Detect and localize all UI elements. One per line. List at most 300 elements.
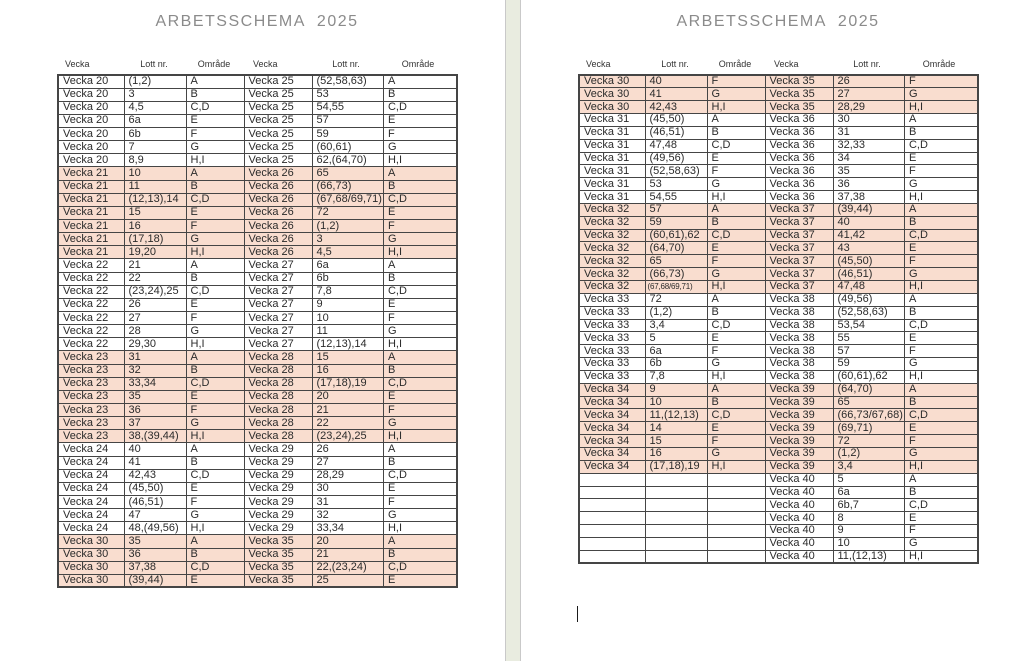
table-cell[interactable]: Vecka 29 xyxy=(244,469,312,482)
table-cell[interactable]: F xyxy=(186,128,244,141)
table-cell[interactable]: 21 xyxy=(312,404,383,417)
table-cell[interactable]: (23,24),25 xyxy=(124,285,186,298)
table-cell[interactable]: C,D xyxy=(383,561,457,574)
table-cell[interactable] xyxy=(645,550,707,563)
table-cell[interactable]: Vecka 40 xyxy=(765,525,833,538)
table-cell[interactable]: Vecka 26 xyxy=(244,246,312,259)
table-cell[interactable]: F xyxy=(186,496,244,509)
table-cell[interactable]: Vecka 25 xyxy=(244,101,312,114)
table-cell[interactable]: H,I xyxy=(707,101,765,114)
table-cell[interactable]: Vecka 29 xyxy=(244,496,312,509)
table-cell[interactable]: H,I xyxy=(904,101,978,114)
table-cell[interactable]: Vecka 27 xyxy=(244,259,312,272)
table-cell[interactable]: 20 xyxy=(312,535,383,548)
table-cell[interactable]: Vecka 20 xyxy=(58,141,124,154)
table-cell[interactable]: 21 xyxy=(312,548,383,561)
table-cell[interactable]: Vecka 22 xyxy=(58,272,124,285)
table-cell[interactable]: Vecka 26 xyxy=(244,193,312,206)
table-cell[interactable]: Vecka 38 xyxy=(765,319,833,332)
document-page-right[interactable] xyxy=(521,0,1024,661)
table-cell[interactable]: Vecka 32 xyxy=(579,216,645,229)
table-cell[interactable]: Vecka 29 xyxy=(244,522,312,535)
table-cell[interactable]: 11 xyxy=(312,325,383,338)
table-cell[interactable]: (1,2) xyxy=(645,306,707,319)
table-cell[interactable]: Vecka 20 xyxy=(58,114,124,127)
table-cell[interactable]: B xyxy=(186,272,244,285)
table-cell[interactable]: E xyxy=(707,152,765,165)
table-cell[interactable]: 31 xyxy=(312,496,383,509)
table-cell[interactable]: H,I xyxy=(186,430,244,443)
table-cell[interactable]: E xyxy=(383,114,457,127)
table-cell[interactable]: H,I xyxy=(707,191,765,204)
table-cell[interactable]: Vecka 29 xyxy=(244,482,312,495)
column-header-vecka[interactable]: Vecka xyxy=(586,59,611,69)
table-cell[interactable]: Vecka 40 xyxy=(765,550,833,563)
table-cell[interactable]: Vecka 20 xyxy=(58,101,124,114)
table-cell[interactable]: (60,61),62 xyxy=(833,370,904,383)
table-cell[interactable]: 37 xyxy=(124,417,186,430)
table-cell[interactable]: 10 xyxy=(833,537,904,550)
table-cell[interactable]: A xyxy=(383,75,457,88)
table-cell[interactable]: Vecka 23 xyxy=(58,377,124,390)
table-cell[interactable] xyxy=(707,473,765,486)
table-cell[interactable]: (60,61),62 xyxy=(645,229,707,242)
table-cell[interactable]: Vecka 25 xyxy=(244,128,312,141)
column-header-vecka[interactable]: Vecka xyxy=(65,59,90,69)
table-cell[interactable]: E xyxy=(904,152,978,165)
table-cell[interactable]: A xyxy=(707,293,765,306)
table-cell[interactable]: C,D xyxy=(186,377,244,390)
table-cell[interactable]: Vecka 37 xyxy=(765,216,833,229)
table-cell[interactable]: Vecka 40 xyxy=(765,499,833,512)
table-cell[interactable]: Vecka 40 xyxy=(765,512,833,525)
table-cell[interactable]: Vecka 32 xyxy=(579,281,645,294)
table-cell[interactable]: Vecka 34 xyxy=(579,447,645,460)
table-cell[interactable]: A xyxy=(186,443,244,456)
table-cell[interactable]: (66,73) xyxy=(645,268,707,281)
table-cell[interactable]: Vecka 26 xyxy=(244,167,312,180)
table-cell[interactable]: 4,5 xyxy=(312,246,383,259)
table-cell[interactable]: C,D xyxy=(186,101,244,114)
table-cell[interactable] xyxy=(645,486,707,499)
table-cell[interactable]: Vecka 37 xyxy=(765,281,833,294)
table-cell[interactable]: A xyxy=(186,167,244,180)
table-cell[interactable]: A xyxy=(383,167,457,180)
table-cell[interactable]: G xyxy=(383,417,457,430)
table-cell[interactable]: A xyxy=(186,535,244,548)
table-cell[interactable]: B xyxy=(383,364,457,377)
table-cell[interactable]: A xyxy=(707,383,765,396)
table-cell[interactable]: 11,(12,13) xyxy=(833,550,904,563)
table-cell[interactable]: A xyxy=(186,75,244,88)
table-cell[interactable]: (69,71) xyxy=(833,422,904,435)
table-cell[interactable]: 3 xyxy=(312,233,383,246)
table-cell[interactable]: (23,24),25 xyxy=(312,430,383,443)
document-page-left[interactable] xyxy=(0,0,505,661)
table-cell[interactable]: F xyxy=(186,404,244,417)
table-cell[interactable]: 57 xyxy=(645,203,707,216)
table-cell[interactable]: 25 xyxy=(312,574,383,587)
table-cell[interactable]: 22 xyxy=(312,417,383,430)
table-cell[interactable]: G xyxy=(186,417,244,430)
table-cell[interactable]: G xyxy=(186,509,244,522)
table-cell[interactable]: Vecka 34 xyxy=(579,409,645,422)
table-cell[interactable]: Vecka 32 xyxy=(579,229,645,242)
table-cell[interactable]: Vecka 39 xyxy=(765,396,833,409)
table-cell[interactable]: F xyxy=(707,75,765,88)
table-cell[interactable]: Vecka 25 xyxy=(244,75,312,88)
table-cell[interactable]: Vecka 23 xyxy=(58,430,124,443)
table-cell[interactable]: 7,8 xyxy=(645,370,707,383)
table-cell[interactable]: Vecka 26 xyxy=(244,233,312,246)
table-cell[interactable]: 10 xyxy=(124,167,186,180)
table-cell[interactable]: G xyxy=(904,447,978,460)
table-cell[interactable]: 72 xyxy=(312,206,383,219)
table-cell[interactable]: 26 xyxy=(312,443,383,456)
page-title[interactable]: ARBETSSCHEMA 2025 xyxy=(676,13,880,30)
table-cell[interactable]: (52,58,63) xyxy=(833,306,904,319)
table-cell[interactable]: E xyxy=(904,422,978,435)
table-cell[interactable]: 53,54 xyxy=(833,319,904,332)
table-cell[interactable]: 28,29 xyxy=(312,469,383,482)
table-cell[interactable]: B xyxy=(904,126,978,139)
column-header-lott-nr[interactable]: Lott nr. xyxy=(140,59,168,69)
table-cell[interactable]: A xyxy=(383,535,457,548)
table-cell[interactable]: 32 xyxy=(124,364,186,377)
table-cell[interactable]: Vecka 26 xyxy=(244,180,312,193)
table-cell[interactable]: C,D xyxy=(904,499,978,512)
table-cell[interactable]: C,D xyxy=(383,285,457,298)
table-cell[interactable]: Vecka 30 xyxy=(58,561,124,574)
table-cell[interactable]: H,I xyxy=(707,460,765,473)
table-cell[interactable]: 15 xyxy=(645,435,707,448)
column-header-omrade[interactable]: Område xyxy=(718,59,752,69)
table-cell[interactable]: 41,42 xyxy=(833,229,904,242)
column-header-omrade[interactable]: Område xyxy=(922,59,956,69)
table-cell[interactable]: 3,4 xyxy=(833,460,904,473)
table-cell[interactable]: 6b xyxy=(124,128,186,141)
table-cell[interactable]: Vecka 22 xyxy=(58,259,124,272)
table-cell[interactable]: Vecka 27 xyxy=(244,298,312,311)
table-cell[interactable]: Vecka 26 xyxy=(244,220,312,233)
table-cell[interactable]: Vecka 25 xyxy=(244,154,312,167)
table-cell[interactable]: (49,56) xyxy=(645,152,707,165)
table-cell[interactable]: Vecka 28 xyxy=(244,351,312,364)
table-cell[interactable]: 9 xyxy=(645,383,707,396)
table-cell[interactable]: G xyxy=(186,325,244,338)
table-cell[interactable]: Vecka 34 xyxy=(579,383,645,396)
table-cell[interactable]: 36 xyxy=(833,178,904,191)
table-cell[interactable]: E xyxy=(904,332,978,345)
table-cell[interactable]: 54,55 xyxy=(312,101,383,114)
table-cell[interactable]: G xyxy=(186,141,244,154)
table-cell[interactable]: Vecka 33 xyxy=(579,345,645,358)
table-cell[interactable]: 65 xyxy=(833,396,904,409)
table-cell[interactable]: 35 xyxy=(124,535,186,548)
table-cell[interactable]: C,D xyxy=(707,139,765,152)
table-cell[interactable]: G xyxy=(707,88,765,101)
table-cell[interactable]: 59 xyxy=(312,128,383,141)
table-cell[interactable]: Vecka 31 xyxy=(579,126,645,139)
table-cell[interactable]: 29,30 xyxy=(124,338,186,351)
table-cell[interactable] xyxy=(707,525,765,538)
table-cell[interactable]: (66,73/67,68) xyxy=(833,409,904,422)
table-cell[interactable]: B xyxy=(904,486,978,499)
table-cell[interactable]: F xyxy=(904,525,978,538)
table-cell[interactable]: Vecka 29 xyxy=(244,509,312,522)
table-cell[interactable]: Vecka 20 xyxy=(58,75,124,88)
table-cell[interactable]: B xyxy=(707,306,765,319)
table-cell[interactable]: (60,61) xyxy=(312,141,383,154)
table-cell[interactable]: 32,33 xyxy=(833,139,904,152)
table-cell[interactable]: G xyxy=(383,325,457,338)
table-cell[interactable]: Vecka 32 xyxy=(579,268,645,281)
table-cell[interactable]: F xyxy=(904,75,978,88)
table-cell[interactable]: 35 xyxy=(124,390,186,403)
table-cell[interactable]: G xyxy=(904,537,978,550)
table-cell[interactable]: F xyxy=(904,435,978,448)
table-cell[interactable]: F xyxy=(186,220,244,233)
table-cell[interactable]: B xyxy=(383,88,457,101)
table-cell[interactable]: 41 xyxy=(124,456,186,469)
table-cell[interactable]: Vecka 20 xyxy=(58,154,124,167)
table-cell[interactable]: 62,(64,70) xyxy=(312,154,383,167)
page-title[interactable]: ARBETSSCHEMA 2025 xyxy=(155,13,359,30)
table-cell[interactable]: E xyxy=(707,332,765,345)
table-cell[interactable]: Vecka 30 xyxy=(58,548,124,561)
table-cell[interactable]: 16 xyxy=(645,447,707,460)
table-cell[interactable]: Vecka 40 xyxy=(765,473,833,486)
table-cell[interactable]: Vecka 39 xyxy=(765,422,833,435)
table-cell[interactable]: F xyxy=(383,312,457,325)
table-cell[interactable]: C,D xyxy=(186,561,244,574)
table-cell[interactable]: Vecka 34 xyxy=(579,396,645,409)
table-cell[interactable]: Vecka 20 xyxy=(58,88,124,101)
table-cell[interactable]: 53 xyxy=(312,88,383,101)
table-cell[interactable]: (67,68/69,71) xyxy=(645,281,707,294)
table-cell[interactable]: Vecka 29 xyxy=(244,456,312,469)
table-cell[interactable]: Vecka 20 xyxy=(58,128,124,141)
table-cell[interactable]: B xyxy=(186,364,244,377)
table-cell[interactable]: Vecka 21 xyxy=(58,233,124,246)
table-cell[interactable]: Vecka 38 xyxy=(765,293,833,306)
table-cell[interactable]: H,I xyxy=(383,338,457,351)
table-cell[interactable]: (17,18),19 xyxy=(645,460,707,473)
table-cell[interactable]: A xyxy=(707,114,765,127)
table-cell[interactable]: (46,51) xyxy=(645,126,707,139)
table-cell[interactable]: Vecka 35 xyxy=(244,548,312,561)
table-cell[interactable]: Vecka 36 xyxy=(765,139,833,152)
table-cell[interactable]: Vecka 31 xyxy=(579,152,645,165)
table-cell[interactable]: 6a xyxy=(645,345,707,358)
table-cell[interactable]: C,D xyxy=(904,139,978,152)
table-cell[interactable]: Vecka 34 xyxy=(579,435,645,448)
table-cell[interactable]: B xyxy=(707,126,765,139)
table-cell[interactable]: Vecka 28 xyxy=(244,430,312,443)
table-cell[interactable]: Vecka 27 xyxy=(244,312,312,325)
table-cell[interactable]: F xyxy=(383,220,457,233)
table-cell[interactable]: 6b,7 xyxy=(833,499,904,512)
table-cell[interactable]: H,I xyxy=(904,370,978,383)
table-cell[interactable]: 6b xyxy=(645,358,707,371)
table-cell[interactable]: F xyxy=(904,255,978,268)
table-cell[interactable]: Vecka 39 xyxy=(765,383,833,396)
table-cell[interactable]: Vecka 31 xyxy=(579,165,645,178)
table-cell[interactable]: 37,38 xyxy=(833,191,904,204)
table-cell[interactable] xyxy=(707,537,765,550)
table-cell[interactable]: 4,5 xyxy=(124,101,186,114)
table-cell[interactable]: A xyxy=(383,351,457,364)
table-cell[interactable]: 47 xyxy=(124,509,186,522)
table-cell[interactable]: 8 xyxy=(833,512,904,525)
table-cell[interactable]: Vecka 28 xyxy=(244,417,312,430)
table-cell[interactable]: Vecka 21 xyxy=(58,220,124,233)
table-cell[interactable]: (39,44) xyxy=(124,574,186,587)
table-cell[interactable]: Vecka 35 xyxy=(765,101,833,114)
table-cell[interactable]: B xyxy=(383,456,457,469)
table-cell[interactable]: (12,13),14 xyxy=(124,193,186,206)
table-cell[interactable]: 6a xyxy=(312,259,383,272)
table-cell[interactable]: E xyxy=(383,390,457,403)
table-cell[interactable]: C,D xyxy=(383,377,457,390)
table-cell[interactable]: Vecka 27 xyxy=(244,272,312,285)
table-cell[interactable]: Vecka 38 xyxy=(765,332,833,345)
table-cell[interactable]: Vecka 38 xyxy=(765,345,833,358)
table-cell[interactable]: 31 xyxy=(124,351,186,364)
table-cell[interactable] xyxy=(579,473,645,486)
table-cell[interactable]: Vecka 39 xyxy=(765,460,833,473)
table-cell[interactable]: 28,29 xyxy=(833,101,904,114)
table-cell[interactable]: Vecka 30 xyxy=(579,101,645,114)
table-cell[interactable]: B xyxy=(904,396,978,409)
table-cell[interactable]: 20 xyxy=(312,390,383,403)
table-cell[interactable]: (1,2) xyxy=(833,447,904,460)
table-cell[interactable]: Vecka 36 xyxy=(765,191,833,204)
table-cell[interactable]: Vecka 39 xyxy=(765,447,833,460)
table-cell[interactable]: Vecka 25 xyxy=(244,141,312,154)
table-cell[interactable]: Vecka 25 xyxy=(244,114,312,127)
table-cell[interactable]: Vecka 27 xyxy=(244,325,312,338)
table-cell[interactable]: H,I xyxy=(186,522,244,535)
table-cell[interactable]: A xyxy=(904,293,978,306)
table-cell[interactable]: B xyxy=(186,456,244,469)
table-cell[interactable]: Vecka 32 xyxy=(579,203,645,216)
table-cell[interactable]: (1,2) xyxy=(124,75,186,88)
table-cell[interactable]: (67,68/69,71) xyxy=(312,193,383,206)
table-cell[interactable]: 33,34 xyxy=(312,522,383,535)
table-cell[interactable]: 43 xyxy=(833,242,904,255)
table-cell[interactable]: G xyxy=(186,233,244,246)
table-cell[interactable]: 3,4 xyxy=(645,319,707,332)
table-cell[interactable]: H,I xyxy=(904,550,978,563)
table-cell[interactable]: A xyxy=(904,473,978,486)
table-cell[interactable]: Vecka 21 xyxy=(58,167,124,180)
table-cell[interactable]: C,D xyxy=(707,229,765,242)
table-cell[interactable]: 34 xyxy=(833,152,904,165)
table-cell[interactable]: F xyxy=(707,435,765,448)
table-cell[interactable]: Vecka 33 xyxy=(579,319,645,332)
table-cell[interactable] xyxy=(645,473,707,486)
table-cell[interactable]: 3 xyxy=(124,88,186,101)
table-cell[interactable]: Vecka 28 xyxy=(244,377,312,390)
table-cell[interactable]: C,D xyxy=(186,193,244,206)
table-cell[interactable]: (45,50) xyxy=(124,482,186,495)
table-cell[interactable]: 47,48 xyxy=(833,281,904,294)
table-cell[interactable]: 26 xyxy=(833,75,904,88)
table-cell[interactable]: Vecka 22 xyxy=(58,325,124,338)
table-cell[interactable]: E xyxy=(383,482,457,495)
table-cell[interactable]: B xyxy=(707,396,765,409)
table-cell[interactable]: 11 xyxy=(124,180,186,193)
table-cell[interactable] xyxy=(707,550,765,563)
table-cell[interactable]: H,I xyxy=(186,338,244,351)
table-cell[interactable]: (12,13),14 xyxy=(312,338,383,351)
table-cell[interactable]: E xyxy=(904,512,978,525)
table-cell[interactable]: Vecka 37 xyxy=(765,255,833,268)
table-cell[interactable]: 36 xyxy=(124,548,186,561)
table-cell[interactable]: Vecka 22 xyxy=(58,298,124,311)
table-cell[interactable]: Vecka 36 xyxy=(765,165,833,178)
table-cell[interactable]: F xyxy=(186,312,244,325)
table-cell[interactable]: (66,73) xyxy=(312,180,383,193)
table-cell[interactable]: 35 xyxy=(833,165,904,178)
table-cell[interactable]: 42,43 xyxy=(645,101,707,114)
table-cell[interactable]: Vecka 37 xyxy=(765,242,833,255)
table-cell[interactable]: 16 xyxy=(124,220,186,233)
table-cell[interactable]: A xyxy=(904,114,978,127)
table-cell[interactable] xyxy=(579,499,645,512)
table-cell[interactable]: (52,58,63) xyxy=(645,165,707,178)
table-cell[interactable] xyxy=(707,512,765,525)
table-cell[interactable]: Vecka 32 xyxy=(579,255,645,268)
table-cell[interactable]: G xyxy=(904,178,978,191)
table-cell[interactable]: E xyxy=(707,422,765,435)
table-cell[interactable]: 65 xyxy=(312,167,383,180)
table-cell[interactable]: Vecka 30 xyxy=(579,75,645,88)
table-cell[interactable]: C,D xyxy=(383,469,457,482)
table-cell[interactable]: 27 xyxy=(833,88,904,101)
table-cell[interactable]: Vecka 30 xyxy=(58,535,124,548)
table-cell[interactable]: C,D xyxy=(186,285,244,298)
table-cell[interactable]: E xyxy=(186,114,244,127)
table-cell[interactable] xyxy=(579,525,645,538)
table-cell[interactable]: Vecka 30 xyxy=(58,574,124,587)
table-cell[interactable]: Vecka 35 xyxy=(244,574,312,587)
table-cell[interactable]: 26 xyxy=(124,298,186,311)
table-cell[interactable]: A xyxy=(383,259,457,272)
table-cell[interactable]: 15 xyxy=(124,206,186,219)
table-cell[interactable] xyxy=(707,486,765,499)
table-cell[interactable]: Vecka 35 xyxy=(765,88,833,101)
table-cell[interactable]: (64,70) xyxy=(833,383,904,396)
table-cell[interactable]: Vecka 33 xyxy=(579,358,645,371)
table-cell[interactable]: Vecka 38 xyxy=(765,358,833,371)
table-cell[interactable]: Vecka 24 xyxy=(58,469,124,482)
table-cell[interactable]: Vecka 37 xyxy=(765,203,833,216)
table-cell[interactable]: 6b xyxy=(312,272,383,285)
table-cell[interactable]: B xyxy=(904,306,978,319)
table-cell[interactable]: Vecka 36 xyxy=(765,126,833,139)
table-cell[interactable]: F xyxy=(707,255,765,268)
table-cell[interactable]: (49,56) xyxy=(833,293,904,306)
table-cell[interactable]: 32 xyxy=(312,509,383,522)
table-cell[interactable]: B xyxy=(383,272,457,285)
table-cell[interactable]: A xyxy=(904,383,978,396)
table-cell[interactable]: Vecka 22 xyxy=(58,338,124,351)
table-cell[interactable]: Vecka 22 xyxy=(58,285,124,298)
table-cell[interactable]: 41 xyxy=(645,88,707,101)
table-cell[interactable]: Vecka 36 xyxy=(765,114,833,127)
